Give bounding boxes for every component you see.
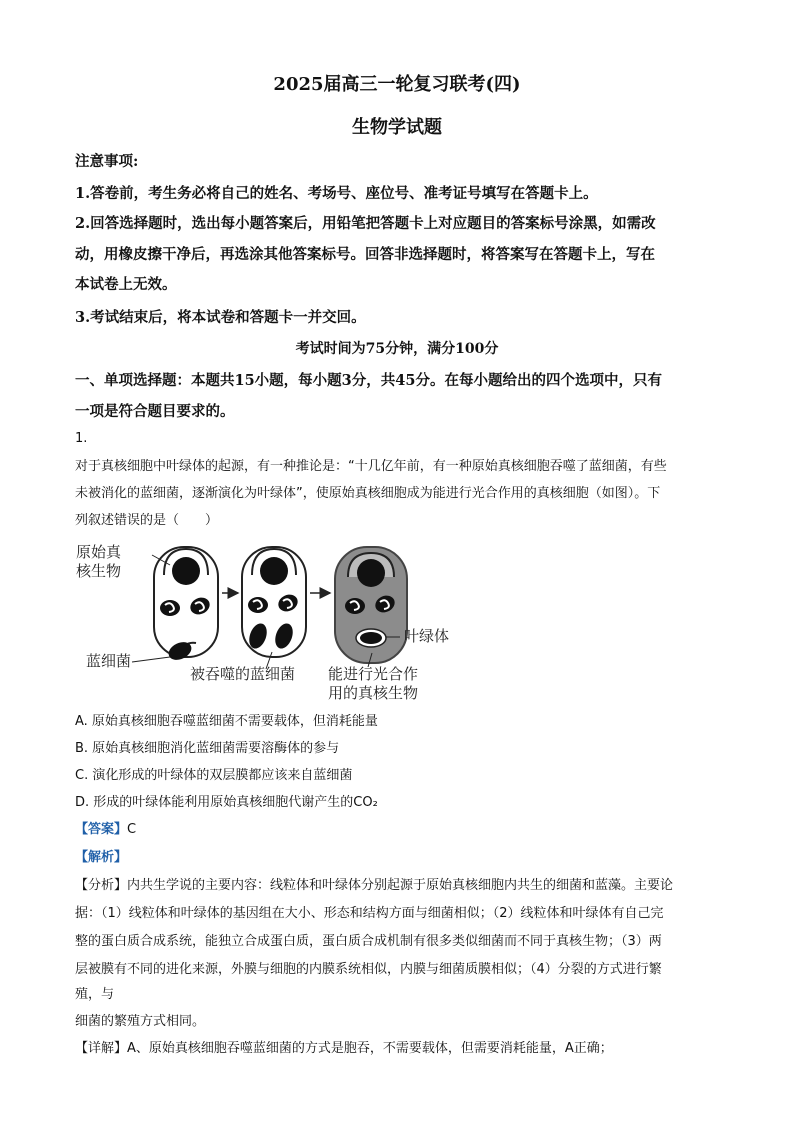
analysis-line: 【分析】内共生学说的主要内容：线粒体和叶绿体分别起源于原始真核细胞内共生的细菌和蓝藻。主要论 xyxy=(75,878,674,893)
label-chloroplast: 叶绿体 xyxy=(404,627,450,645)
notice-line: 1.答卷前，考生务必将自己的姓名、考场号、座位号、准考证号填写在答题卡上。 xyxy=(75,185,598,202)
notice-line: 本试卷上无效。 xyxy=(75,276,177,293)
exam-title: 2025届高三一轮复习联考(四) xyxy=(273,74,521,95)
notice-line: 3.考试结束后，将本试卷和答题卡一并交回。 xyxy=(75,309,366,326)
analysis-tag-line xyxy=(75,846,127,865)
label-photosynthetic-line1: 能进行光合作 xyxy=(328,665,419,683)
label-primitive-line2: 核生物 xyxy=(76,562,122,580)
option-d: D. 形成的叶绿体能利用原始真核细胞代谢产生的CO₂ xyxy=(75,795,378,810)
section-heading: 一项是符合题目要求的。 xyxy=(75,403,235,420)
time-info: 考试时间为75分钟，满分100分 xyxy=(295,341,499,357)
analysis-line: 细菌的繁殖方式相同。 xyxy=(75,1014,206,1029)
notice-line: 2.回答选择题时，选出每小题答案后，用铅笔把答题卡上对应题目的答案标号涂黑，如需改 xyxy=(75,215,656,232)
answer-line xyxy=(75,818,136,837)
notice-heading: 注意事项: xyxy=(75,153,139,170)
nucleus xyxy=(172,557,200,585)
question-number: 1. xyxy=(75,431,88,446)
label-engulfed: 被吞噬的蓝细菌 xyxy=(190,665,296,683)
question-stem-line: 列叙述错误的是（ ） xyxy=(75,513,219,528)
analysis-line: 据：（1）线粒体和叶绿体的基因组在大小、形态和结构方面与细菌相似；（2）线粒体和叶绿体有自己完 xyxy=(75,906,664,921)
section-heading: 一、单项选择题：本题共15小题，每小题3分，共45分。在每小题给出的四个选项中，只有 xyxy=(75,372,662,389)
label-photosynthetic-line2: 用的真核生物 xyxy=(328,684,419,702)
label-primitive-line1: 原始真 xyxy=(76,543,122,561)
option-c: C. 演化形成的叶绿体的双层膜都应该来自蓝细菌 xyxy=(75,768,353,783)
endosymbiosis-figure xyxy=(72,535,472,705)
primitive-cell xyxy=(154,547,218,657)
engulfing-cell xyxy=(242,547,306,657)
answer-tag: 【答案】 xyxy=(75,822,128,837)
option-b: B. 原始真核细胞消化蓝细菌需要溶酶体的参与 xyxy=(75,741,340,756)
photosynthetic-cell xyxy=(335,547,407,663)
nucleus xyxy=(357,559,385,587)
analysis-line: 整的蛋白质合成系统，能独立合成蛋白质，蛋白质合成机制有很多类似细菌而不同于真核生物；（3）两 xyxy=(75,934,662,949)
label-cyanobacteria: 蓝细菌 xyxy=(86,652,132,670)
analysis-tag: 【解析】 xyxy=(75,850,128,865)
exam-subtitle: 生物学试题 xyxy=(352,117,442,138)
answer-value: C xyxy=(127,822,137,837)
nucleus xyxy=(260,557,288,585)
notice-line: 动，用橡皮擦干净后，再选涂其他答案标号。回答非选择题时，将答案写在答题卡上，写在 xyxy=(75,246,655,263)
chloroplast xyxy=(360,632,382,644)
option-a: A. 原始真核细胞吞噬蓝细菌不需要载体，但消耗能量 xyxy=(75,714,378,729)
question-stem-line: 对于真核细胞中叶绿体的起源，有一种推论是：“十几亿年前，有一种原始真核细胞吞噬了蓝细菌，有些 xyxy=(75,459,667,474)
analysis-line: 【详解】A、原始真核细胞吞噬蓝细菌的方式是胞吞，不需要载体，但需要消耗能量，A正确； xyxy=(75,1041,613,1056)
analysis-line: 殖，与 xyxy=(75,987,115,1002)
question-stem-line: 未被消化的蓝细菌，逐渐演化为叶绿体”，使原始真核细胞成为能进行光合作用的真核细胞（如图）。下 xyxy=(75,486,661,501)
analysis-line: 层被膜有不同的进化来源，外膜与细胞的内膜系统相似，内膜与细菌质膜相似；（4）分裂的方式进行繁 xyxy=(75,962,662,977)
